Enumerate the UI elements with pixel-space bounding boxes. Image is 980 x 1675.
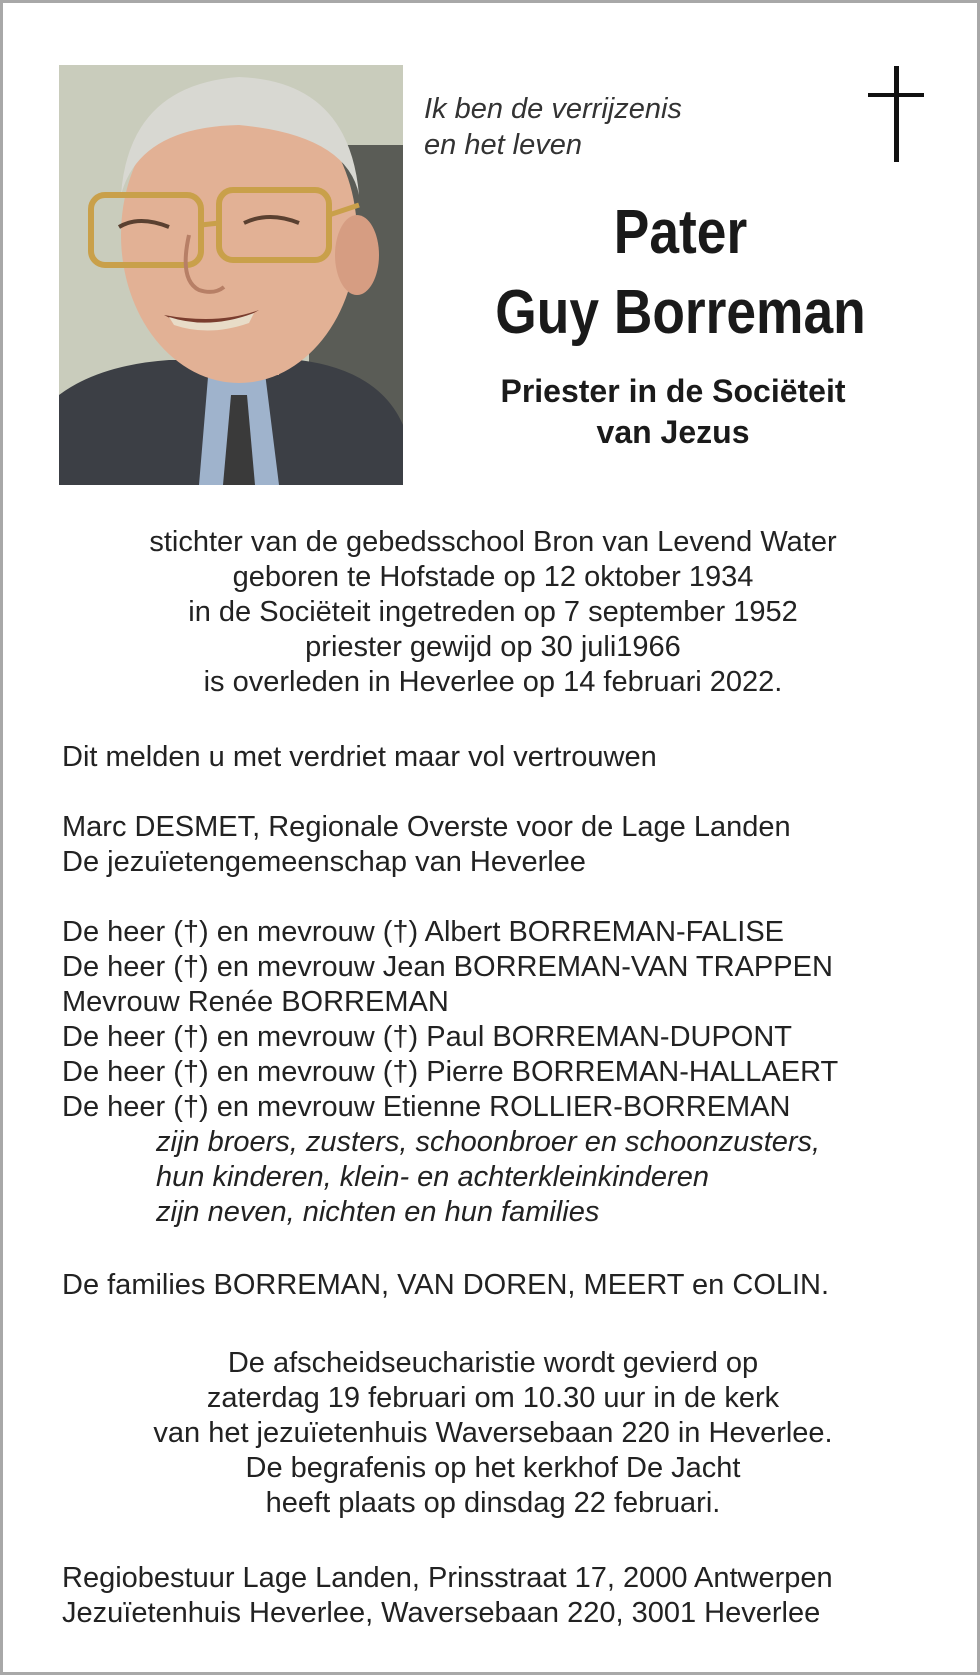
ceremony-info xyxy=(23,1346,963,1521)
signatory-line: De jezuïetengemeenschap van Heverlee xyxy=(62,846,586,878)
announcement-line: Dit melden u met verdriet maar vol vertrouwen xyxy=(62,741,657,773)
family-line: De heer (†) en mevrouw (†) Paul BORREMAN-DUPONT xyxy=(62,1021,793,1053)
deceased-role xyxy=(443,371,903,453)
families-line xyxy=(62,1268,962,1303)
ceremony-line: zaterdag 19 februari om 10.30 uur in de kerk xyxy=(206,1382,780,1414)
address-line: Regiobestuur Lage Landen, Prinsstraat 17, 2000 Antwerpen xyxy=(62,1562,833,1594)
portrait-illustration xyxy=(59,65,403,485)
relation-line: zijn neven, nichten en hun families xyxy=(156,1196,600,1228)
bible-quote xyxy=(424,91,682,163)
biography xyxy=(23,525,963,700)
family-line: De heer (†) en mevrouw (†) Pierre BORREMAN-HALLAERT xyxy=(62,1056,839,1088)
addresses xyxy=(62,1561,962,1631)
cross-icon xyxy=(868,66,924,162)
address-line: Jezuïetenhuis Heverlee, Waversebaan 220, 3001 Heverlee xyxy=(62,1597,821,1629)
portrait-photo xyxy=(59,65,403,485)
role-line: van Jezus xyxy=(596,414,750,450)
name-title: Pater xyxy=(613,198,748,267)
family-line: De heer (†) en mevrouw Jean BORREMAN-VAN TRAPPEN xyxy=(62,951,833,983)
family-line: Mevrouw Renée BORREMAN xyxy=(62,986,449,1018)
signatory-line: Marc DESMET, Regionale Overste voor de Lage Landen xyxy=(62,811,791,843)
quote-line: en het leven xyxy=(424,129,583,161)
ceremony-line: van het jezuïetenhuis Waversebaan 220 in Heverlee. xyxy=(153,1417,833,1449)
family-line: De heer (†) en mevrouw Etienne ROLLIER-BORREMAN xyxy=(62,1091,791,1123)
family-list xyxy=(62,915,962,1230)
announcement xyxy=(62,740,962,775)
family-line: De heer (†) en mevrouw (†) Albert BORREMAN-FALISE xyxy=(62,916,785,948)
role-line: Priester in de Sociëteit xyxy=(500,373,846,409)
name-full: Guy Borreman xyxy=(495,278,866,347)
bio-line: in de Sociëteit ingetreden op 7 september 1952 xyxy=(188,596,798,628)
bio-line: stichter van de gebedsschool Bron van Levend Water xyxy=(149,526,837,558)
relation-line: hun kinderen, klein- en achterkleinkinderen xyxy=(156,1161,709,1193)
deceased-name xyxy=(476,193,885,353)
ceremony-line: heeft plaats op dinsdag 22 februari. xyxy=(265,1487,721,1519)
bio-line: priester gewijd op 30 juli1966 xyxy=(305,631,681,663)
quote-line: Ik ben de verrijzenis xyxy=(424,93,682,125)
families-text: De families BORREMAN, VAN DOREN, MEERT en COLIN. xyxy=(62,1269,830,1301)
relation-line: zijn broers, zusters, schoonbroer en schoonzusters, xyxy=(156,1126,821,1158)
signatories xyxy=(62,810,962,880)
ceremony-line: De begrafenis op het kerkhof De Jacht xyxy=(245,1452,741,1484)
ceremony-line: De afscheidseucharistie wordt gevierd op xyxy=(227,1347,759,1379)
bio-line: geboren te Hofstade op 12 oktober 1934 xyxy=(232,561,754,593)
bio-line: is overleden in Heverlee op 14 februari 2022. xyxy=(203,666,783,698)
